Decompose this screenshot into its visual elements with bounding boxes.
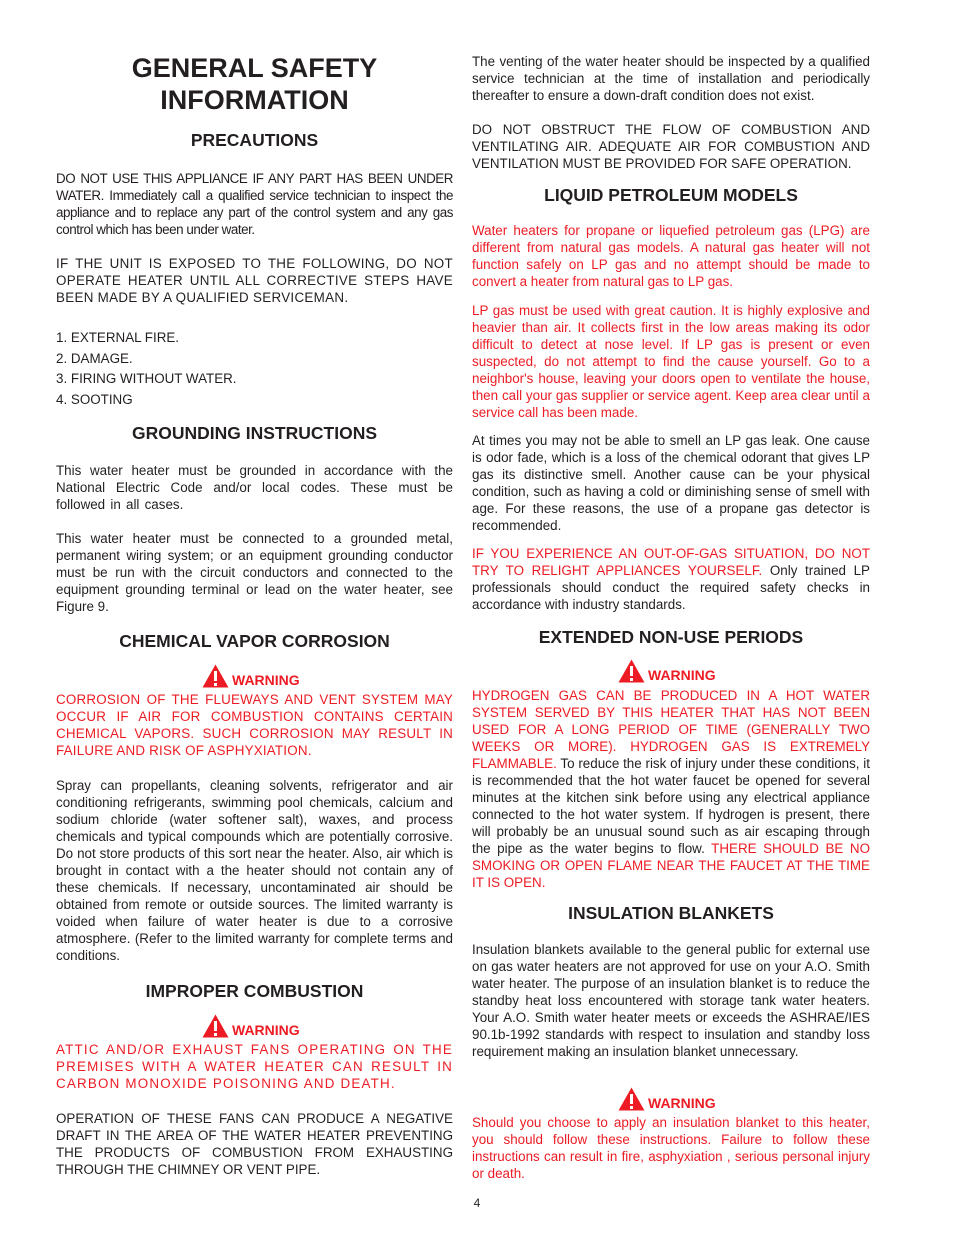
precautions-paragraph-2: IF THE UNIT IS EXPOSED TO THE FOLLOWING, DO NOT OPERATE HEATER UNTIL ALL CORRECTIVE STEPS HAVE BEEN MADE BY A QUALIFIED SERVICEMAN. <box>56 256 453 305</box>
warning-triangle-icon <box>202 664 229 688</box>
insulation-warning-label <box>618 1087 716 1111</box>
chemical-paragraph: Spray can propellants, cleaning solvents, refrigerator and air conditioning refrigerants, swimming pool chemicals, calcium and sodium chloride (water softener salt), waxes, and process chemicals and typical compounds which are potentially corrosive. Do not store products of this sort near the heater. Also, air which is brought in contact with a the heater should not contain any of these chemicals. If necessary, uncontaminated air should be obtained from remote or outside sources. The limited warranty is voided when failure of water heater is due to a corrosive atmosphere. (Refer to the limited warranty for complete terms and conditions. <box>56 778 453 963</box>
lp-models-heading: LIQUID PETROLEUM MODELS <box>544 185 798 205</box>
page-number: 4 <box>473 1196 481 1210</box>
non-use-warning-label <box>618 659 716 683</box>
venting-paragraph-1: The venting of the water heater should be inspected by a qualified service technician at the time of installation and periodically thereafter to ensure a down-draft condition does not exist. <box>472 54 870 103</box>
insulation-warning-text: Should you choose to apply an insulation blanket to this heater, you should follow these instructions. Failure to follow these instructions can result in fire, asphyxiation , serious personal injury or death. <box>472 1115 870 1181</box>
grounding-paragraph-1: This water heater must be grounded in accordance with the National Electric Code and/or local codes. These must be followed in all cases. <box>56 463 453 512</box>
warning-label-text: WARNING <box>232 672 300 688</box>
chemical-warning-label <box>202 664 300 688</box>
list-item: 1. EXTERNAL FIRE. <box>56 330 180 345</box>
insulation-heading: INSULATION BLANKETS <box>568 903 774 923</box>
grounding-paragraph-2: This water heater must be connected to a grounded metal, permanent wiring system; or an equipment grounding conductor must be run with the circuit conductors and connected to the equipment grounding terminal or lead on the water heater, see Figure 9. <box>56 531 453 614</box>
insulation-paragraph: Insulation blankets available to the general public for external use on gas water heaters are not approved for use on your A.O. Smith water heater. The purpose of an insulation blanket is to reduce the standby heat loss encountered with storage tank water heaters. Your A.O. Smith water heater meets or exceeds the ASHRAE/IES 90.1b-1992 standards with respect to insulation and standby loss requirement making an insulation blanket unnecessary. <box>472 942 870 1059</box>
list-item: 3. FIRING WITHOUT WATER. <box>56 371 237 386</box>
warning-triangle-icon <box>202 1014 229 1038</box>
improper-paragraph: OPERATION OF THESE FANS CAN PRODUCE A NEGATIVE DRAFT IN THE AREA OF THE WATER HEATER PREVENTING THE PRODUCTS OF COMBUSTION FROM EXHAUSTING THROUGH THE CHIMNEY OR VENT PIPE. <box>56 1111 453 1177</box>
chemical-warning-text: CORROSION OF THE FLUEWAYS AND VENT SYSTEM MAY OCCUR IF AIR FOR COMBUSTION CONTAINS CERTAIN CHEMICAL VAPORS. SUCH CORROSION MAY RESULT IN FAILURE AND RISK OF ASPHYXIATION. <box>56 692 453 758</box>
hydrogen-warning: HYDROGEN GAS CAN BE PRODUCED IN A HOT WATER SYSTEM SERVED BY THIS HEATER THAT HAS NOT BEEN USED FOR A LONG PERIOD OF TIME (GENERALLY TWO WEEKS OR MORE). HYDROGEN GAS IS EXTREMELY FLAMMABLE. <box>472 688 870 771</box>
hydrogen-instructions: To reduce the risk of injury under these conditions, it is recommended that the hot water faucet be opened for several minutes at the kitchen sink before using any electrical appliance connected to the hot water system. If hydrogen is present, there will probably be an unusual sound such as air escaping through the pipe as the water begins to flow. <box>472 756 870 856</box>
list-item: 2. DAMAGE. <box>56 350 133 366</box>
page-title <box>56 52 453 116</box>
lp-paragraph-3: At times you may not be able to smell an LP gas leak. One cause is odor fade, which is a loss of the chemical odorant that gives LP gas its distinctive smell. Another cause can be your physical condition, such as having a cold or diminishing sense of smell with age. For these reasons, the use of a propane gas detector is recommended. <box>472 433 870 533</box>
precautions-heading: PRECAUTIONS <box>190 130 319 150</box>
warning-triangle-icon <box>618 1087 645 1111</box>
lp-paragraph-1: Water heaters for propane or liquefied petroleum gas (LPG) are different from natural gas models. A natural gas heater will not function safely on LP gas and no attempt should be made to convert a heater from natural gas to LP gas. <box>472 223 870 289</box>
page-title-line-2: INFORMATION <box>160 85 349 115</box>
non-use-heading: EXTENDED NON-USE PERIODS <box>538 627 804 647</box>
lp-out-of-gas-note: Only trained LP professionals should conduct the required safety checks in accordance with industry standards. <box>472 563 870 612</box>
precautions-list <box>56 329 453 411</box>
chemical-heading: CHEMICAL VAPOR CORROSION <box>119 631 390 651</box>
lp-out-of-gas-warning: IF YOU EXPERIENCE AN OUT-OF-GAS SITUATION, DO NOT TRY TO RELIGHT APPLIANCES YOURSELF. <box>472 546 870 578</box>
venting-paragraph-2: DO NOT OBSTRUCT THE FLOW OF COMBUSTION AND VENTILATING AIR. ADEQUATE AIR FOR COMBUSTION AND VENTILATION MUST BE PROVIDED FOR SAFE OPERATION. <box>472 122 870 171</box>
lp-paragraph-4 <box>472 545 870 613</box>
warning-label-text: WARNING <box>232 1022 300 1038</box>
warning-label-text: WARNING <box>648 667 716 683</box>
lp-paragraph-2: LP gas must be used with great caution. It is highly explosive and heavier than air. It collects first in the low areas making its odor difficult to detect at nose level. If LP gas is present or even suspected, do not attempt to find the cause yourself. Go to a neighbor's house, leaving your doors open to ventilate the house, then call your gas supplier or service agent. Keep area clear until a service call has been made. <box>472 303 870 420</box>
precautions-paragraph-1: DO NOT USE THIS APPLIANCE IF ANY PART HAS BEEN UNDER WATER. Immediately call a qualified service technician to inspect the appliance and to replace any part of the control system and any gas control which has been under water. <box>56 171 453 237</box>
page-title-line-1: GENERAL SAFETY <box>131 53 378 83</box>
list-item: 4. SOOTING <box>56 391 133 407</box>
improper-combustion-heading: IMPROPER COMBUSTION <box>145 981 364 1001</box>
improper-warning-label <box>202 1014 300 1038</box>
improper-warning-text: ATTIC AND/OR EXHAUST FANS OPERATING ON THE PREMISES WITH A WATER HEATER CAN RESULT IN CARBON MONOXIDE POISONING AND DEATH. <box>56 1042 453 1091</box>
non-use-paragraph <box>472 687 870 891</box>
warning-triangle-icon <box>618 659 645 683</box>
grounding-heading: GROUNDING INSTRUCTIONS <box>132 423 377 443</box>
no-smoking-warning: THERE SHOULD BE NO SMOKING OR OPEN FLAME NEAR THE FAUCET AT THE TIME IT IS OPEN. <box>472 841 870 890</box>
warning-label-text: WARNING <box>648 1095 716 1111</box>
